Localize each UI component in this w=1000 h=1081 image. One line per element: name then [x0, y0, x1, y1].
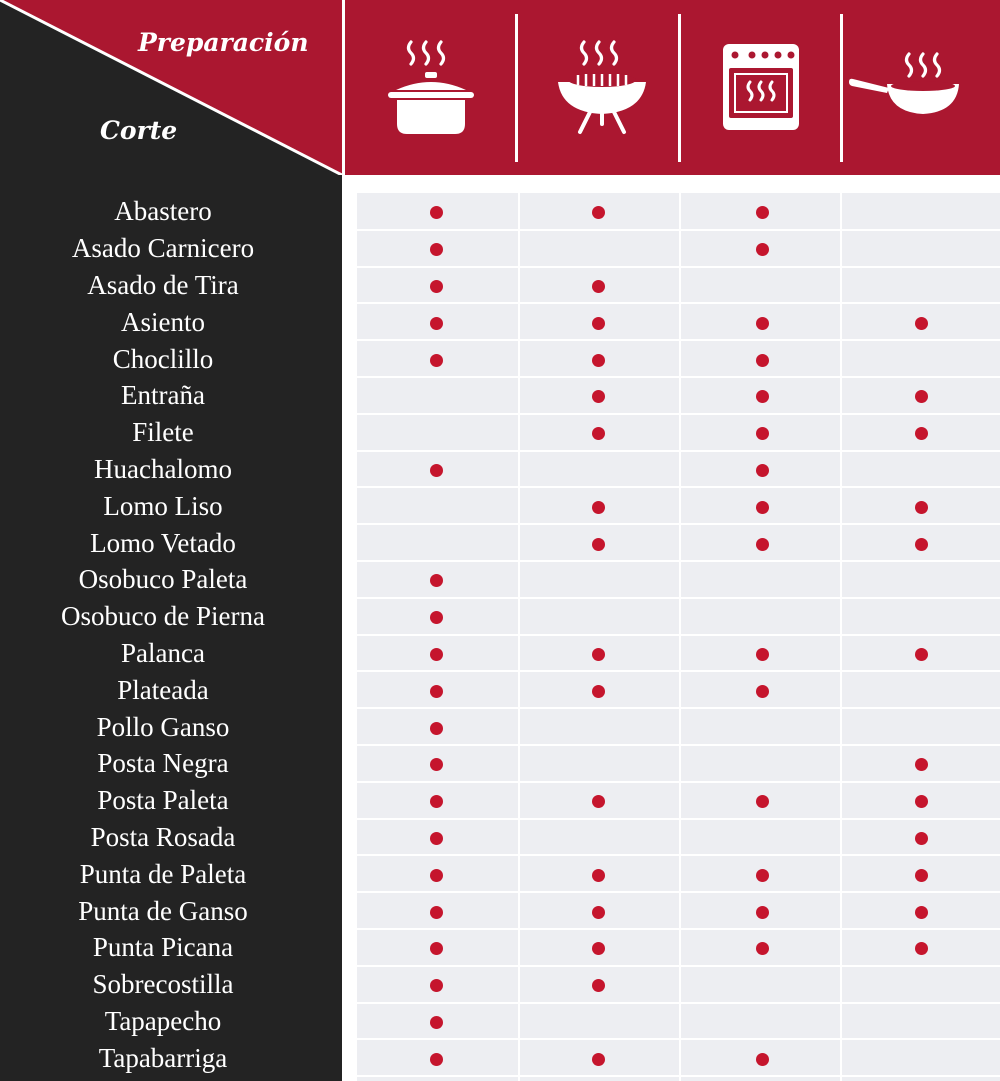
suitability-dot — [756, 1053, 769, 1066]
cut-name: Huachalomo — [94, 454, 232, 484]
suitability-dot — [592, 685, 605, 698]
suitability-dot — [756, 390, 769, 403]
suitability-dot — [592, 795, 605, 808]
suitability-dot — [915, 648, 928, 661]
cut-name: Lomo Vetado — [90, 527, 236, 558]
suitability-dot — [430, 795, 443, 808]
suitability-dot — [430, 722, 443, 735]
suitability-dot — [756, 501, 769, 514]
suitability-dot — [756, 538, 769, 551]
cut-name: Osobuco de Pierna — [61, 601, 265, 632]
suitability-dot — [430, 611, 443, 624]
grid-column-divider — [518, 193, 520, 1081]
suitability-dot — [756, 427, 769, 440]
suitability-dot — [915, 832, 928, 845]
suitability-dot — [592, 648, 605, 661]
suitability-dot — [592, 427, 605, 440]
suitability-dot — [430, 869, 443, 882]
suitability-dot — [915, 869, 928, 882]
suitability-dot — [430, 1016, 443, 1029]
suitability-dot — [756, 464, 769, 477]
suitability-dot — [915, 942, 928, 955]
cut-name: Tapapecho — [104, 1006, 222, 1036]
suitability-dot — [592, 979, 605, 992]
suitability-dot — [756, 869, 769, 882]
cut-name: Punta de Paleta — [79, 858, 247, 889]
suitability-dot — [430, 979, 443, 992]
cut-name: Asiento — [121, 306, 205, 337]
suitability-dot — [915, 758, 928, 771]
method-column-pan — [843, 0, 1000, 175]
cut-name: Filete — [132, 417, 194, 448]
cut-name: Lomo Liso — [103, 490, 223, 521]
cut-name: Pollo Ganso — [96, 711, 230, 742]
suitability-dot — [430, 648, 443, 661]
suitability-dot — [756, 243, 769, 256]
suitability-dot — [430, 906, 443, 919]
cut-name: Choclillo — [112, 343, 214, 374]
suitability-dot — [756, 648, 769, 661]
suitability-dot — [430, 243, 443, 256]
corner-header — [0, 0, 342, 175]
cut-name: Posta Negra — [97, 748, 229, 779]
suitability-dot — [430, 464, 443, 477]
grid-column-divider — [679, 193, 681, 1081]
suitability-dot — [915, 427, 928, 440]
suitability-dot — [592, 906, 605, 919]
suitability-dot — [430, 758, 443, 771]
cut-name: Osobuco Paleta — [78, 564, 248, 595]
suitability-dot — [756, 795, 769, 808]
cooking-methods-bar — [345, 0, 1000, 175]
suitability-dot — [756, 354, 769, 367]
suitability-dot — [592, 280, 605, 293]
preparation-grid — [357, 193, 1000, 1081]
suitability-dot — [915, 906, 928, 919]
suitability-dot — [430, 1053, 443, 1066]
grill-icon — [554, 38, 650, 138]
suitability-dot — [430, 942, 443, 955]
cut-name: Punta de Ganso — [78, 895, 248, 926]
suitability-dot — [756, 206, 769, 219]
cut-name: Posta Paleta — [97, 785, 229, 816]
suitability-dot — [915, 390, 928, 403]
frying-pan-icon — [847, 50, 961, 124]
suitability-dot — [430, 354, 443, 367]
suitability-dot — [592, 942, 605, 955]
suitability-dot — [430, 574, 443, 587]
method-column-pot — [345, 0, 517, 175]
suitability-dot — [592, 317, 605, 330]
suitability-dot — [915, 538, 928, 551]
cut-name: Sobrecostilla — [92, 969, 234, 1000]
suitability-dot — [915, 795, 928, 808]
cut-name: Palanca — [121, 638, 205, 668]
cuts-sidebar — [0, 175, 342, 1081]
preparation-label: Preparación — [138, 28, 309, 57]
suitability-dot — [756, 685, 769, 698]
suitability-dot — [756, 317, 769, 330]
suitability-dot — [592, 501, 605, 514]
method-column-oven — [681, 0, 841, 175]
cut-name: Plateada — [117, 674, 209, 705]
suitability-dot — [915, 317, 928, 330]
method-column-grill — [518, 0, 678, 175]
cut-name: Posta Rosada — [90, 822, 236, 852]
corner-diagonal-shape — [0, 0, 342, 175]
suitability-dot — [592, 390, 605, 403]
cut-name: Asado de Tira — [87, 270, 239, 300]
stew-pot-icon — [383, 38, 479, 138]
cut-name: Tapabarriga — [98, 1042, 228, 1073]
suitability-dot — [592, 1053, 605, 1066]
suitability-dot — [592, 206, 605, 219]
suitability-dot — [430, 280, 443, 293]
cut-label: Corte — [100, 116, 178, 145]
suitability-dot — [430, 832, 443, 845]
suitability-dot — [430, 317, 443, 330]
suitability-dot — [756, 942, 769, 955]
suitability-dot — [592, 869, 605, 882]
cut-name: Punta Picana — [92, 932, 234, 963]
suitability-dot — [430, 206, 443, 219]
cut-name: Abastero — [114, 196, 212, 227]
oven-icon — [721, 42, 805, 132]
table-header — [0, 0, 1000, 175]
suitability-dot — [430, 685, 443, 698]
suitability-dot — [592, 538, 605, 551]
grid-column-divider — [840, 193, 842, 1081]
cut-name: Asado Carnicero — [71, 233, 255, 264]
suitability-dot — [915, 501, 928, 514]
cut-name: Entraña — [121, 380, 205, 411]
suitability-dot — [756, 906, 769, 919]
suitability-dot — [592, 354, 605, 367]
